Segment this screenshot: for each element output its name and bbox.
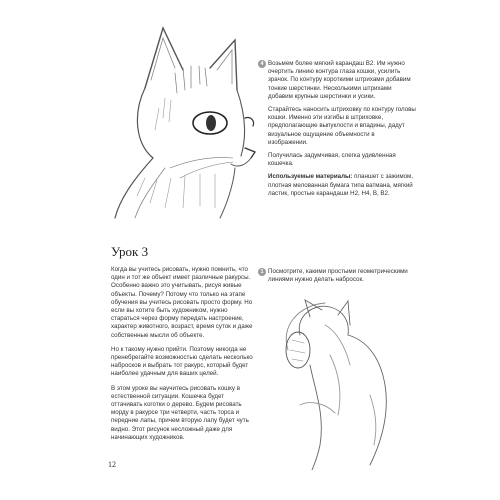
step-number-badge: 1: [258, 268, 266, 276]
lesson-paragraph: В этом уроке вы научитесь рисовать кошку в естественной ситуации. Кошечка будет оттачивать коготки о дерево. Будем рисовать морду в ракурсе три четверти, часть торса и передние лапы, причем вторую лапу будет чуть видно. Этот рисунок несложный даже для начинающих художников.: [111, 384, 249, 441]
page-number: 12: [108, 460, 116, 469]
step-paragraph: Посмотрите, какими простыми геометрическими линиями нужно делать набросок.: [268, 268, 408, 284]
lesson-paragraph: Когда вы учитесь рисовать, нужно помнить, что один и тот же объект имеет различные ракурсы. Особенно важно это учитывать, рисуя живые объекты. Почему? Потому что только на этапе обучения вы учитесь рисовать просто форму. Но если вы хотите быть художником, нужно стараться через форму передать настроение, характер животного, возраст, время суток и даже собственные мысли об объекте.: [111, 266, 253, 339]
materials-text: планшет с зажимом, плотная мелованная бумага типа ватмана, мягкий ластик, простые карандаши Н2, Н4, В, В2.: [268, 173, 414, 197]
step-1-block: [260, 268, 416, 289]
cat-construction-sketch: [270, 295, 410, 470]
step-number-badge: 4: [258, 60, 266, 68]
lesson-title: Урок 3: [111, 244, 149, 259]
step-paragraph: Возьмем более мягкий карандаш В2. Им нужно очертить линию контура глаза кошки, усилить зрачок. По контуру короткими штрихами добавим тонкие шерстинки. Несколькими штрихами добавим крупные шерстинки и усики.: [268, 60, 411, 100]
lesson-body: [111, 266, 257, 448]
step-paragraph: Старайтесь наносить штриховку по контуру головы кошки. Именно эти изгибы в штриховке, предполагающие выпуклости и впадины, дадут визуальное ощущение объемности в изображении.: [268, 106, 416, 146]
lesson-paragraph: Но к такому нужно прийти. Поэтому никогда не пренебрегайте возможностью сделать несколько набросков и выбрать тот ракурс, который будет наиболее удачным для ваших целей.: [111, 345, 253, 378]
step-4-block: [260, 60, 416, 203]
step-paragraph: Получилась задумчивая, слегка удивленная кошечка.: [268, 152, 396, 168]
materials-paragraph: [268, 173, 416, 198]
materials-label: Используемые материалы:: [268, 173, 353, 181]
cat-pencil-drawing: [105, 18, 260, 223]
